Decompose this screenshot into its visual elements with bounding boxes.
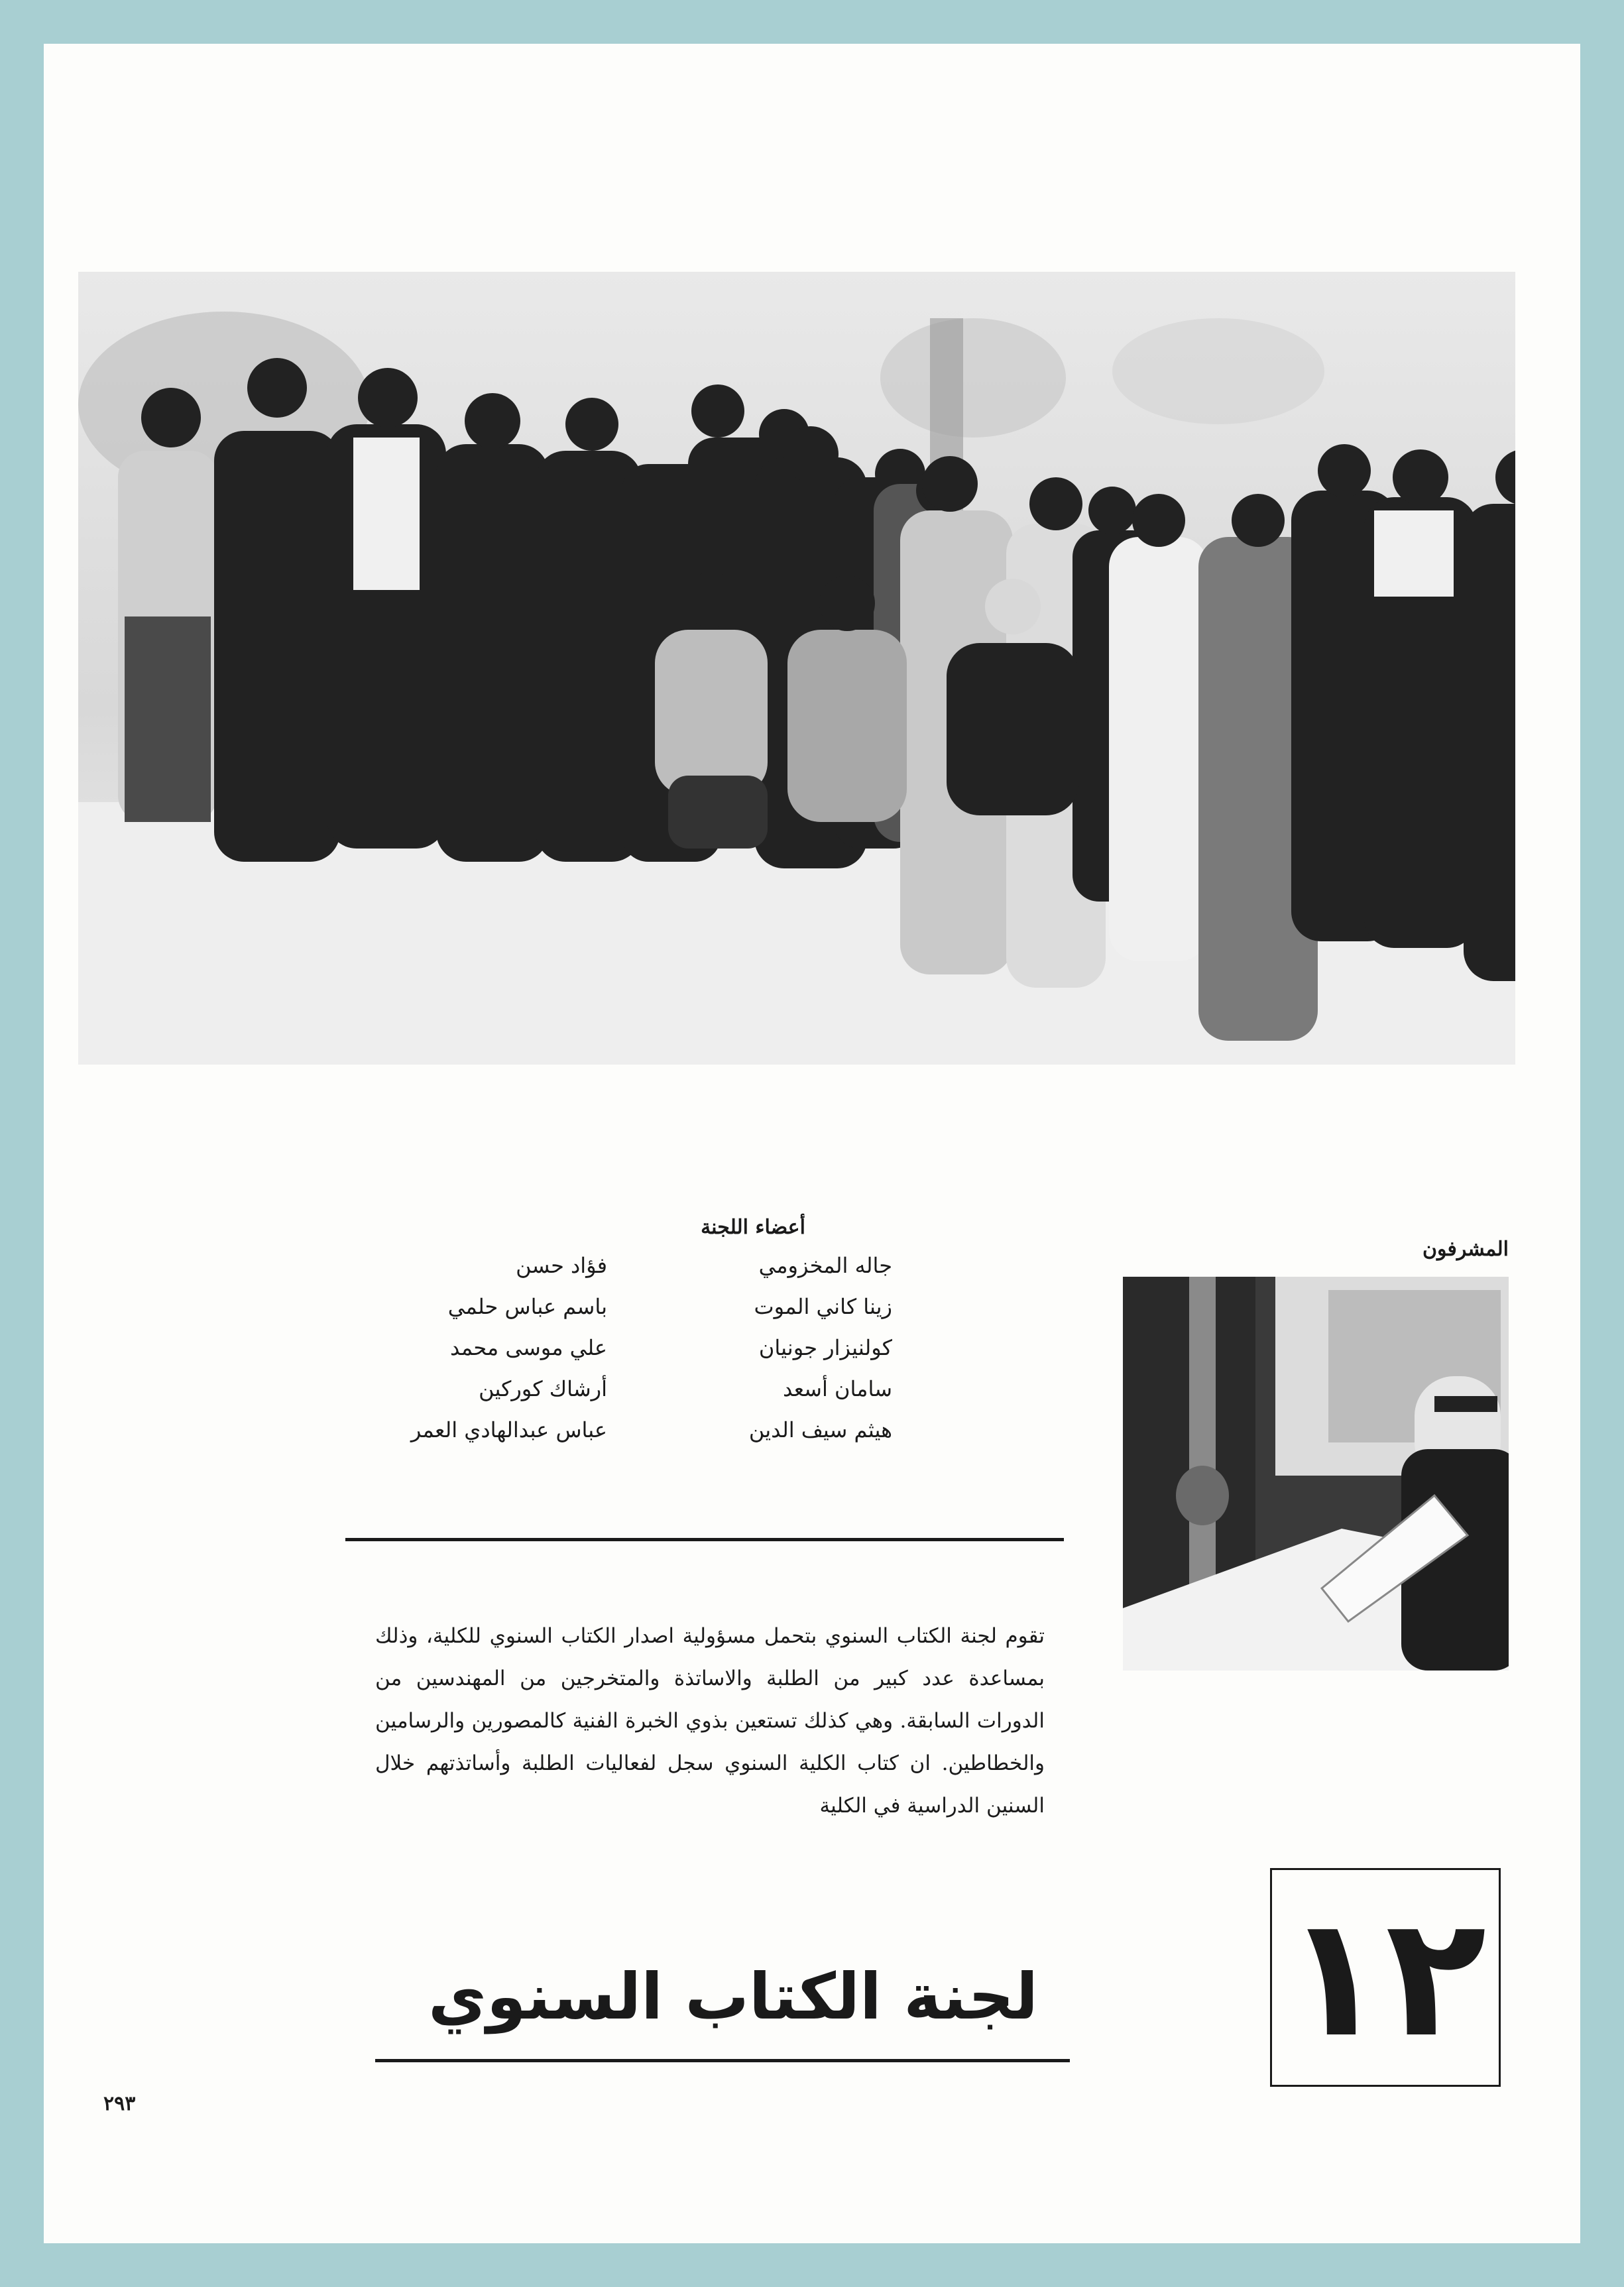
committee-member: أرشاك كوركين: [479, 1376, 607, 1401]
committee-member: هيثم سيف الدين: [748, 1417, 892, 1442]
supervisors-heading: المشرفون: [1422, 1238, 1509, 1261]
divider-rule: [345, 1538, 1064, 1541]
group-photo: [78, 272, 1515, 1065]
committee-member: جاله المخزومي: [758, 1253, 892, 1278]
committee-member: عباس عبدالهادي العمر: [410, 1417, 607, 1442]
title-underline: [375, 2059, 1070, 2062]
committee-member: فؤاد حسن: [516, 1253, 607, 1278]
committee-column-right: [601, 1245, 892, 1450]
page-number: ٢٩٣: [103, 2092, 136, 2115]
committee-member: علي موسى محمد: [450, 1335, 607, 1360]
description-paragraph: تقوم لجنة الكتاب السنوي بتحمل مسؤولية اصدار الكتاب السنوي للكلية، وذلك بمساعدة عدد كبير من الطلبة والاساتذة والمتخرجين من المهندسين من الدورات السابقة. وهي كذلك تستعين بذوي الخبرة الفنية كالمصورين والرسامين والخطاطين. ان كتاب الكلية السنوي سجل لفعاليات الطلبة وأساتذتهم خلال السنين الدراسية في الكلية: [375, 1624, 1045, 1818]
yearbook-page: [44, 44, 1580, 2243]
section-number-box: [1270, 1868, 1501, 2087]
committee-member: كولنيزار جونيان: [758, 1335, 892, 1360]
committee-heading: أعضاء اللجنة: [701, 1216, 805, 1239]
committee-column-left: [329, 1245, 607, 1450]
committee-member: سامان أسعد: [782, 1376, 892, 1401]
side-photo: [1123, 1277, 1509, 1671]
committee-member: باسم عباس حلمي: [447, 1294, 607, 1319]
committee-member: زينا كاني الموت: [754, 1294, 892, 1319]
page-title: لجنة الكتاب السنوي: [428, 1960, 1038, 2034]
section-number: ١٢: [1284, 1881, 1487, 2074]
